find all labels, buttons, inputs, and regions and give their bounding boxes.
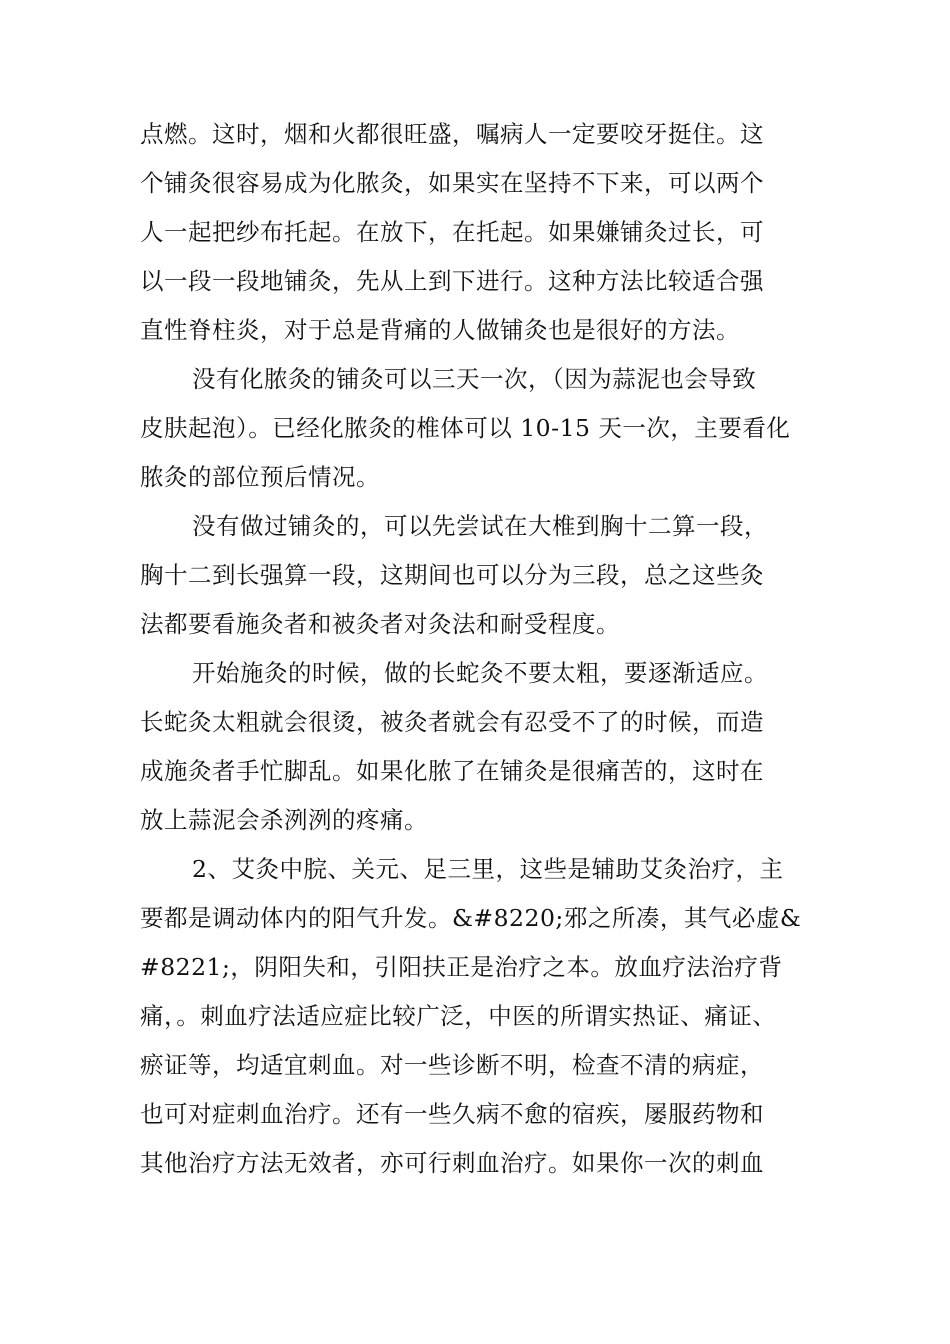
text-line: 点燃。这时，烟和火都很旺盛，嘱病人一定要咬牙挺住。这 [140,120,764,148]
text-line: 瘀证等，均适宜刺血。对一些诊断不明，检查不清的病症， [140,1051,764,1079]
text-line: 法都要看施灸者和被灸者对灸法和耐受程度。 [140,610,620,638]
text-line: 痛，。刺血疗法适应症比较广泛，中医的所谓实热证、痛证、 [140,1002,777,1030]
text-line: 其他治疗方法无效者，亦可行刺血治疗。如果你一次的刺血 [140,1149,764,1177]
text-line: 个铺灸很容易成为化脓灸，如果实在坚持不下来，可以两个 [140,169,764,197]
text-line: 没有化脓灸的铺灸可以三天一次，（因为蒜泥也会导致 [192,365,757,393]
text-line: 皮肤起泡）。已经化脓灸的椎体可以 10-15 天一次，主要看化 [140,414,791,442]
text-line: 成施灸者手忙脚乱。如果化脓了在铺灸是很痛苦的，这时在 [140,757,764,785]
text-line: 人一起把纱布托起。在放下，在托起。如果嫌铺灸过长，可 [140,218,764,246]
text-line: 放上蒜泥会杀洌洌的疼痛。 [140,806,428,834]
text-line: 开始施灸的时候，做的长蛇灸不要太粗，要逐渐适应。 [192,659,768,687]
text-line: 胸十二到长强算一段，这期间也可以分为三段，总之这些灸 [140,561,764,589]
text-line: 脓灸的部位预后情况。 [140,463,380,491]
text-line: 2、艾灸中脘、关元、足三里，这些是辅助艾灸治疗，主 [192,855,784,883]
text-line: #8221;，阴阳失和，引阳扶正是治疗之本。放血疗法治疗背 [140,953,783,981]
text-line: 没有做过铺灸的，可以先尝试在大椎到胸十二算一段， [192,512,768,540]
text-line: 以一段一段地铺灸，先从上到下进行。这种方法比较适合强 [140,267,764,295]
text-line: 也可对症刺血治疗。还有一些久病不愈的宿疾，屡服药物和 [140,1100,764,1128]
document-body [140,110,830,1188]
text-line: 直性脊柱炎，对于总是背痛的人做铺灸也是很好的方法。 [140,316,740,344]
text-line: 长蛇灸太粗就会很烫，被灸者就会有忍受不了的时候，而造 [140,708,764,736]
text-line: 要都是调动体内的阳气升发。&#8220;邪之所凑，其气必虚& [140,904,802,932]
